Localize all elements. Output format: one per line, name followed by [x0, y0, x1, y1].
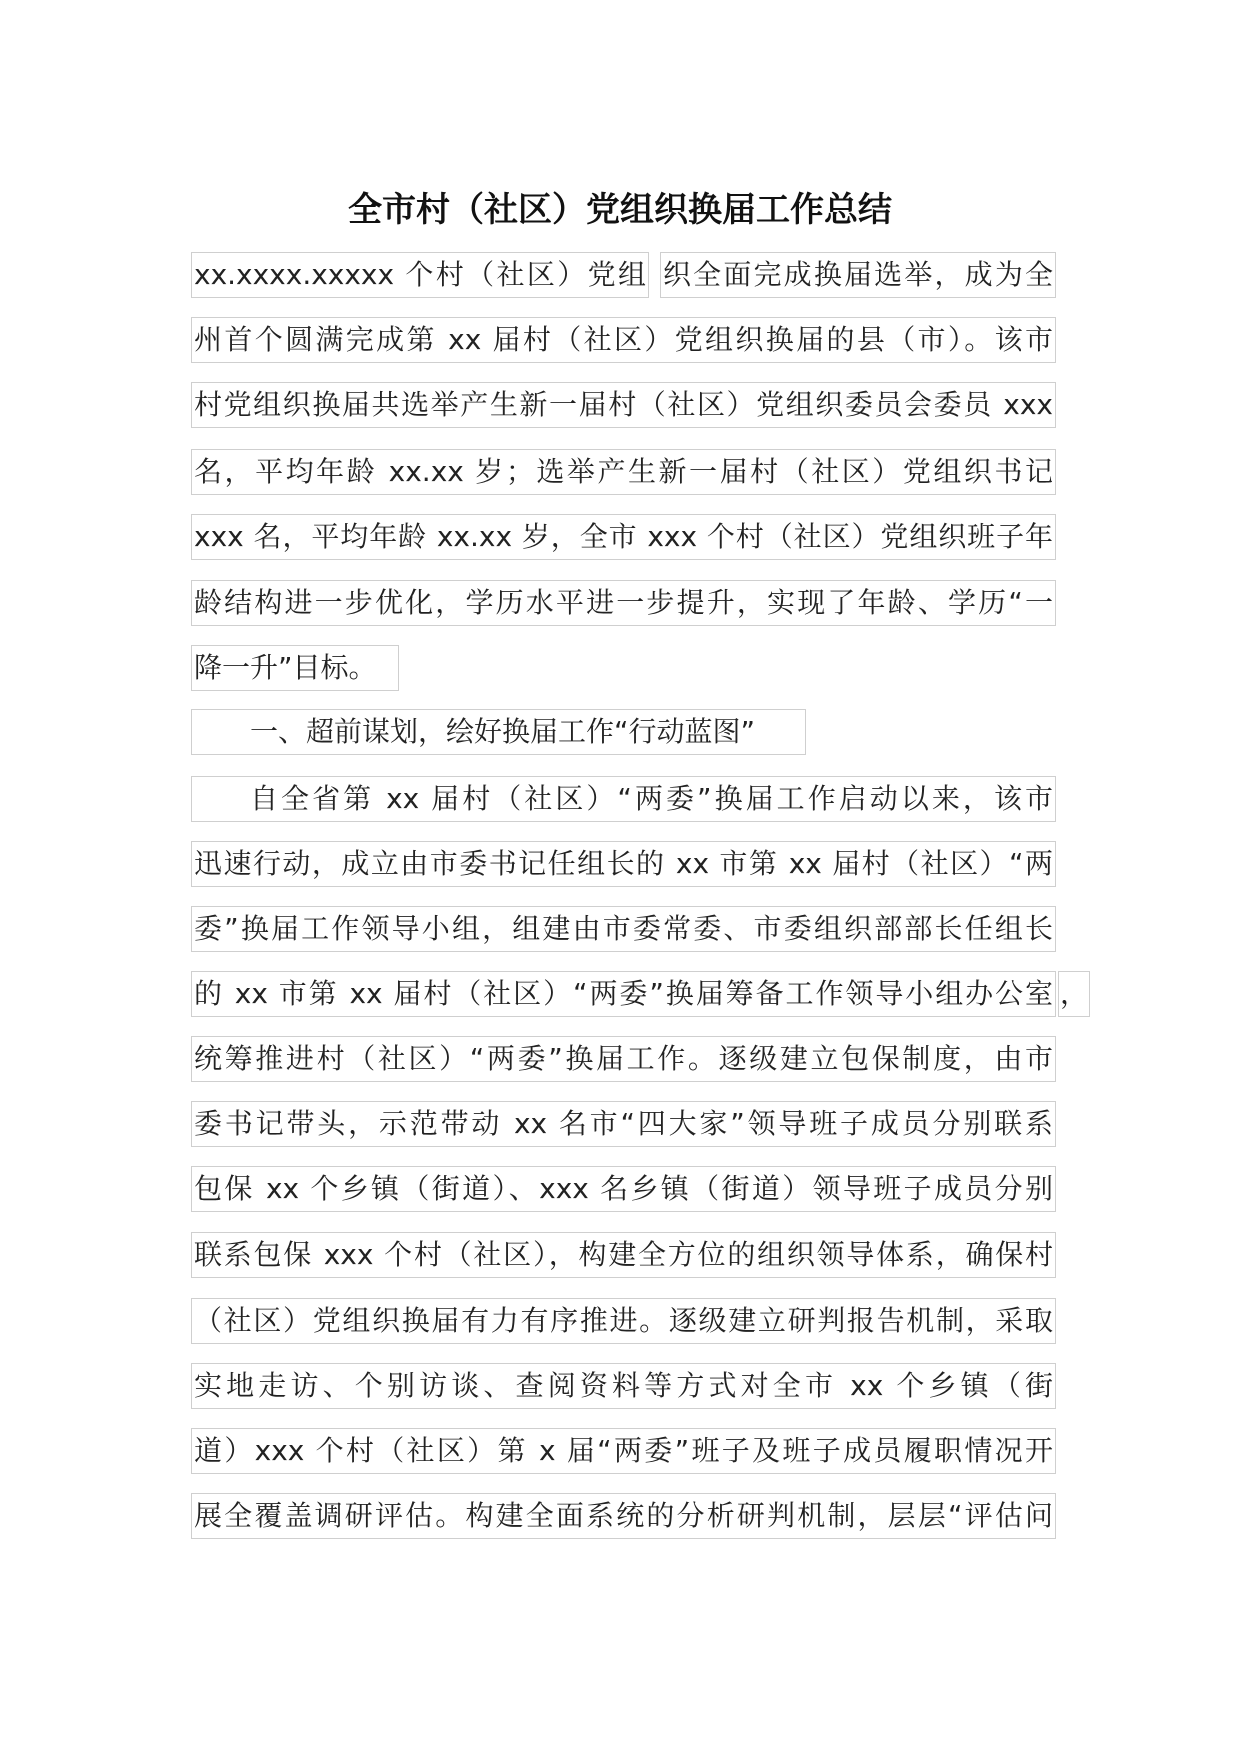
text-line: 道）xxx 个村（社区）第 x 届“两委”班子及班子成员履职情况开 — [191, 1428, 1056, 1474]
text-line: 州首个圆满完成第 xx 届村（社区）党组织换届的县（市）。该市 — [191, 317, 1056, 363]
text-line: 降一升”目标。 — [191, 645, 399, 691]
text-line: 委”换届工作领导小组，组建由市委常委、市委组织部部长任组长 — [191, 906, 1056, 952]
section-heading: 一、超前谋划，绘好换届工作“行动蓝图” — [191, 709, 806, 755]
text-line: 委书记带头，示范带动 xx 名市“四大家”领导班子成员分别联系 — [191, 1101, 1056, 1147]
text-line: 村党组织换届共选举产生新一届村（社区）党组织委员会委员 xxx — [191, 382, 1056, 428]
text-segment: xx.xxxx.xxxxx 个村（社区）党组 — [191, 252, 649, 298]
text-line: 统筹推进村（社区）“两委”换届工作。逐级建立包保制度，由市 — [191, 1036, 1056, 1082]
text-line: 名，平均年龄 xx.xx 岁；选举产生新一届村（社区）党组织书记 — [191, 449, 1056, 495]
text-segment: 织全面完成换届选举，成为全 — [660, 252, 1056, 298]
text-line: 龄结构进一步优化，学历水平进一步提升，实现了年龄、学历“一 — [191, 580, 1056, 626]
text-segment: ， — [1058, 971, 1090, 1017]
text-line: 迅速行动，成立由市委书记任组长的 xx 市第 xx 届村（社区）“两 — [191, 841, 1056, 887]
text-line: 展全覆盖调研评估。构建全面系统的分析研判机制，层层“评估问 — [191, 1493, 1056, 1539]
text-line: 实地走访、个别访谈、查阅资料等方式对全市 xx 个乡镇（街 — [191, 1363, 1056, 1409]
text-line: xxx 名，平均年龄 xx.xx 岁，全市 xxx 个村（社区）党组织班子年 — [191, 514, 1056, 560]
text-line: 包保 xx 个乡镇（街道）、xxx 名乡镇（街道）领导班子成员分别 — [191, 1166, 1056, 1212]
text-line: （社区）党组织换届有力有序推进。逐级建立研判报告机制，采取 — [191, 1298, 1056, 1344]
text-line: 自全省第 xx 届村（社区）“两委”换届工作启动以来，该市 — [191, 776, 1056, 822]
text-line: 联系包保 xxx 个村（社区），构建全方位的组织领导体系，确保村 — [191, 1232, 1056, 1278]
text-line: 的 xx 市第 xx 届村（社区）“两委”换届筹备工作领导小组办公室 — [191, 971, 1056, 1017]
document-title: 全市村（社区）党组织换届工作总结 — [348, 190, 892, 230]
